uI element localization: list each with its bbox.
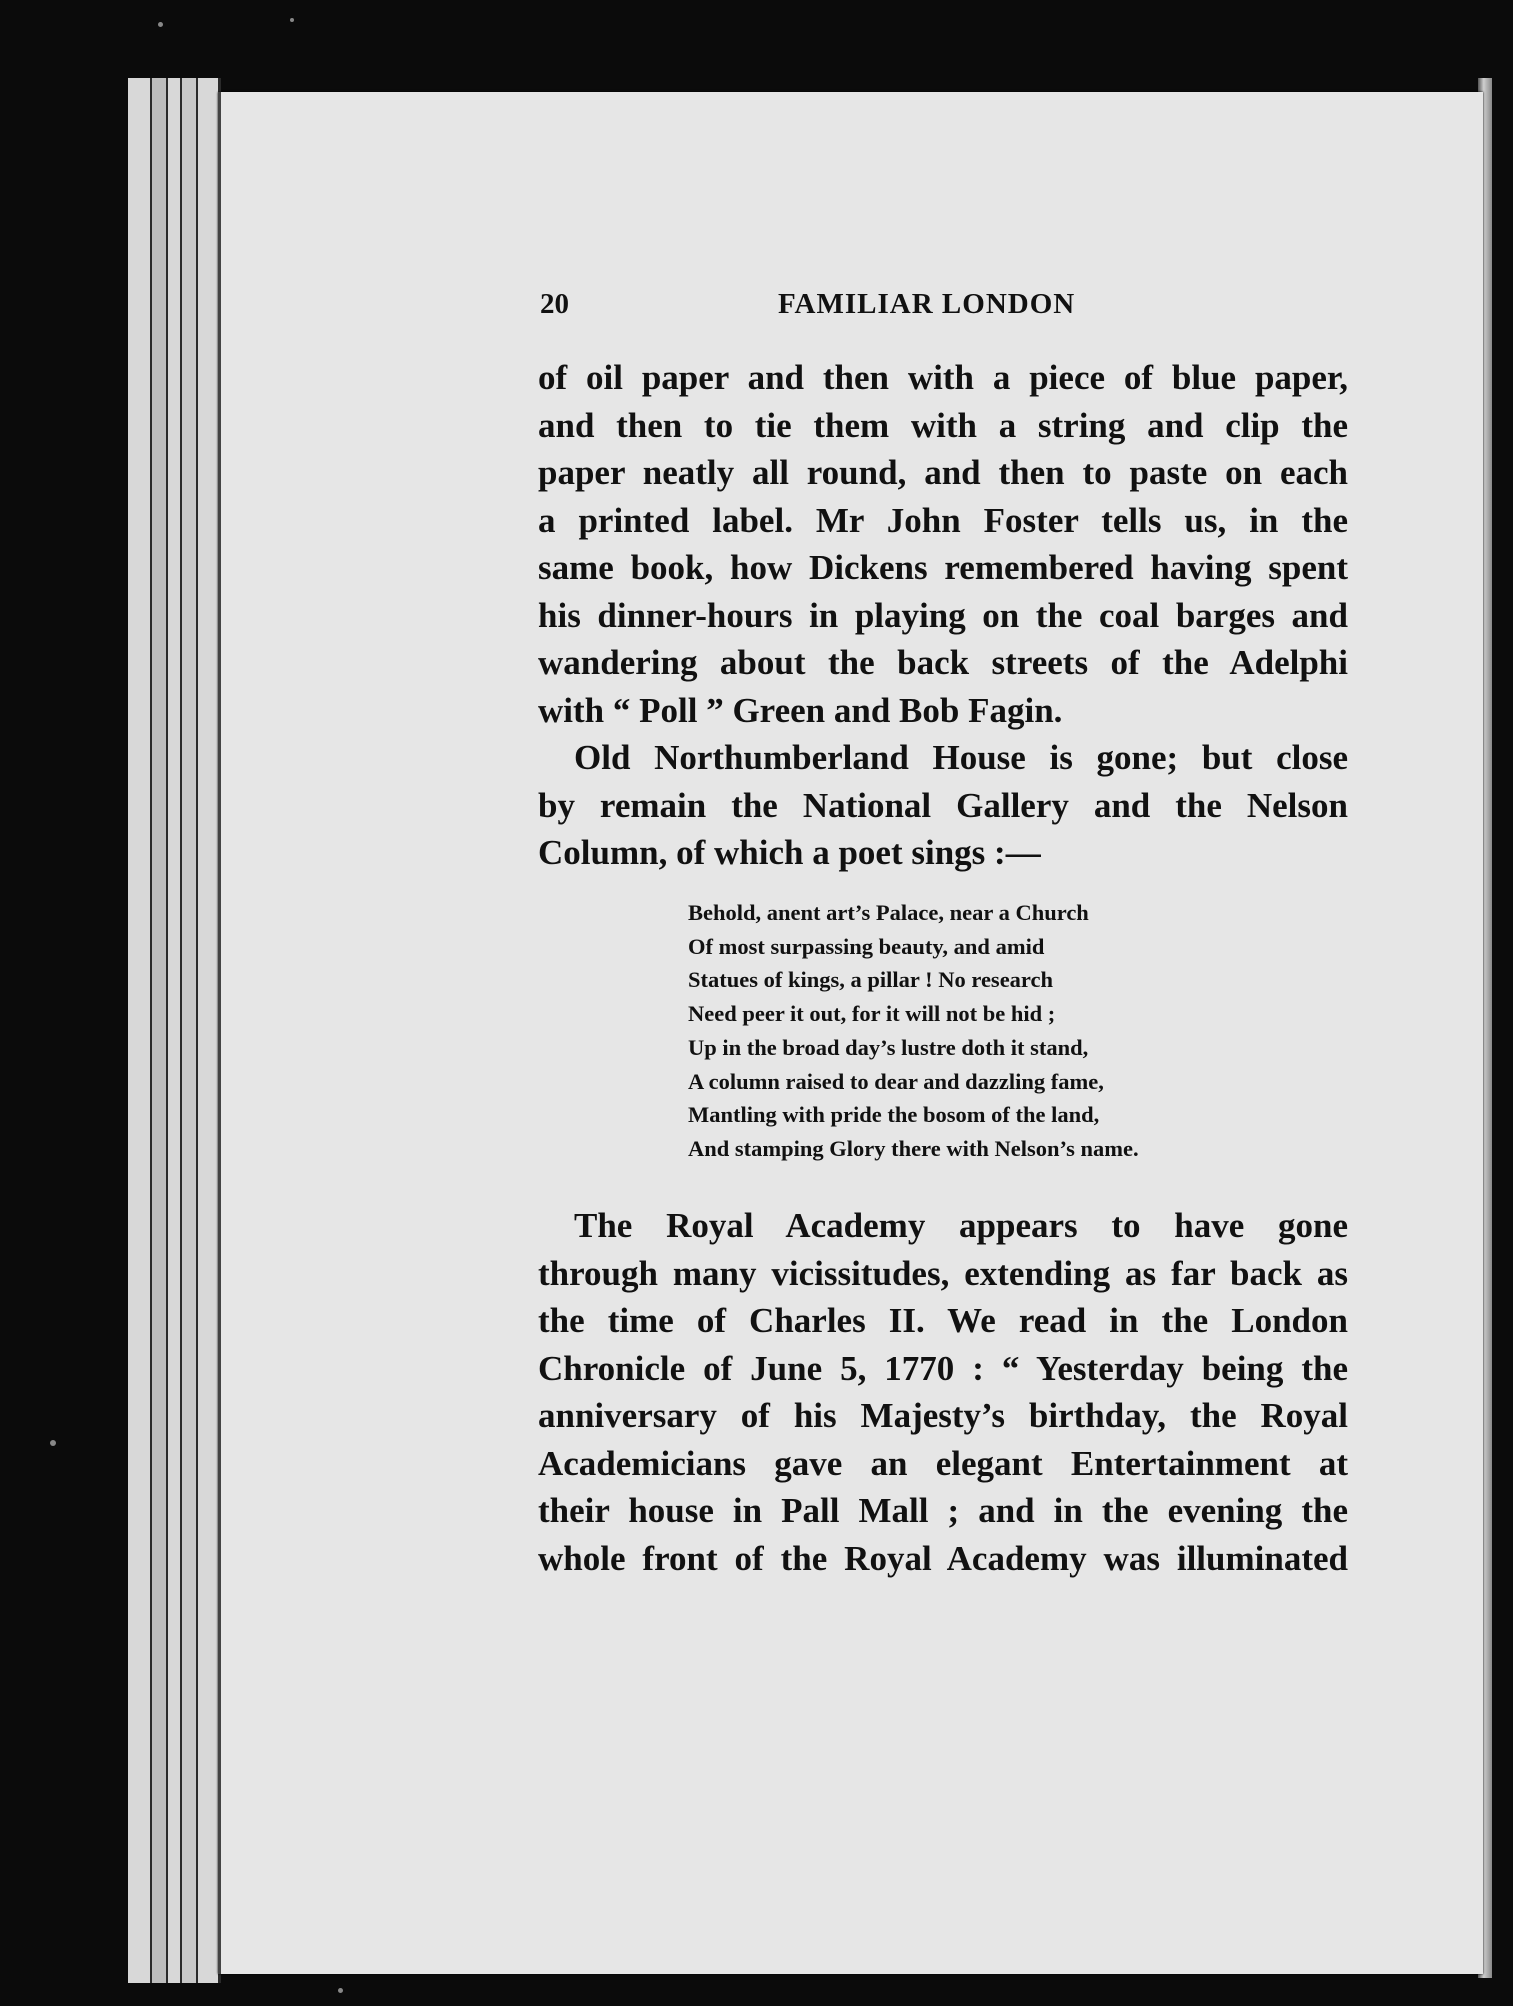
text-line: Academicians gave an elegant Entertainment at: [538, 1443, 1348, 1483]
poem-line: Statues of kings, a pillar ! No research: [688, 967, 1054, 993]
page-number: 20: [540, 288, 569, 320]
text-line: their house in Pall Mall ; and in the evening the: [538, 1491, 1348, 1530]
text-line: anniversary of his Majesty’s birthday, the Royal: [538, 1396, 1348, 1435]
text-line: through many vicissitudes, extending as far back as: [538, 1253, 1348, 1293]
scan-speck: [158, 22, 163, 27]
text-line: wandering about the back streets of the Adelphi: [538, 643, 1348, 682]
text-line: the time of Charles II. We read in the London: [538, 1301, 1348, 1340]
scan-speck: [290, 18, 294, 22]
poem-line: Up in the broad day’s lustre doth it stand,: [688, 1034, 1089, 1060]
text-line: Old Northumberland House is gone; but close: [574, 738, 1348, 777]
text-line: of oil paper and then with a piece of blue paper,: [538, 358, 1348, 397]
page-edge: [152, 78, 169, 1983]
poem-line: Mantling with pride the bosom of the land,: [688, 1102, 1100, 1128]
page-edge: [128, 78, 153, 1983]
paragraph-continued: [538, 354, 1348, 734]
page-edge: [168, 78, 183, 1983]
running-title: FAMILIAR LONDON: [778, 288, 1076, 320]
text-line: a printed label. Mr John Foster tells us, in the: [538, 500, 1348, 540]
text-line: with “ Poll ” Green and Bob Fagin.: [538, 690, 1063, 730]
scan-speck: [338, 1988, 343, 1993]
running-header: [540, 288, 1100, 328]
text-line: his dinner-hours in playing on the coal barges and: [538, 595, 1348, 635]
text-line: paper neatly all round, and then to paste on each: [538, 453, 1348, 492]
page-edges: [120, 78, 230, 1983]
text-line: and then to tie them with a string and clip the: [538, 405, 1348, 445]
paragraph-royal-academy: [538, 1202, 1348, 1582]
text-line: Column, of which a poet sings :—: [538, 833, 1041, 872]
poem-line: Need peer it out, for it will not be hid ;: [688, 1001, 1056, 1027]
text-line: same book, how Dickens remembered having spent: [538, 548, 1348, 587]
text-line: by remain the National Gallery and the Nelson: [538, 785, 1348, 825]
page-edge: [182, 78, 199, 1983]
poem-line: And stamping Glory there with Nelson’s name.: [688, 1135, 1139, 1161]
poem-line: A column raised to dear and dazzling fame,: [688, 1068, 1104, 1094]
scan-speck: [50, 1440, 56, 1446]
poem-quote: [688, 896, 1308, 1166]
text-line: Chronicle of June 5, 1770 : “ Yesterday being the: [538, 1348, 1348, 1388]
text-line: whole front of the Royal Academy was illuminated: [538, 1538, 1348, 1578]
paragraph-northumberland: [538, 734, 1348, 877]
poem-line: Of most surpassing beauty, and amid: [688, 933, 1045, 959]
text-line: The Royal Academy appears to have gone: [574, 1206, 1348, 1245]
poem-line: Behold, anent art’s Palace, near a Church: [688, 900, 1089, 925]
